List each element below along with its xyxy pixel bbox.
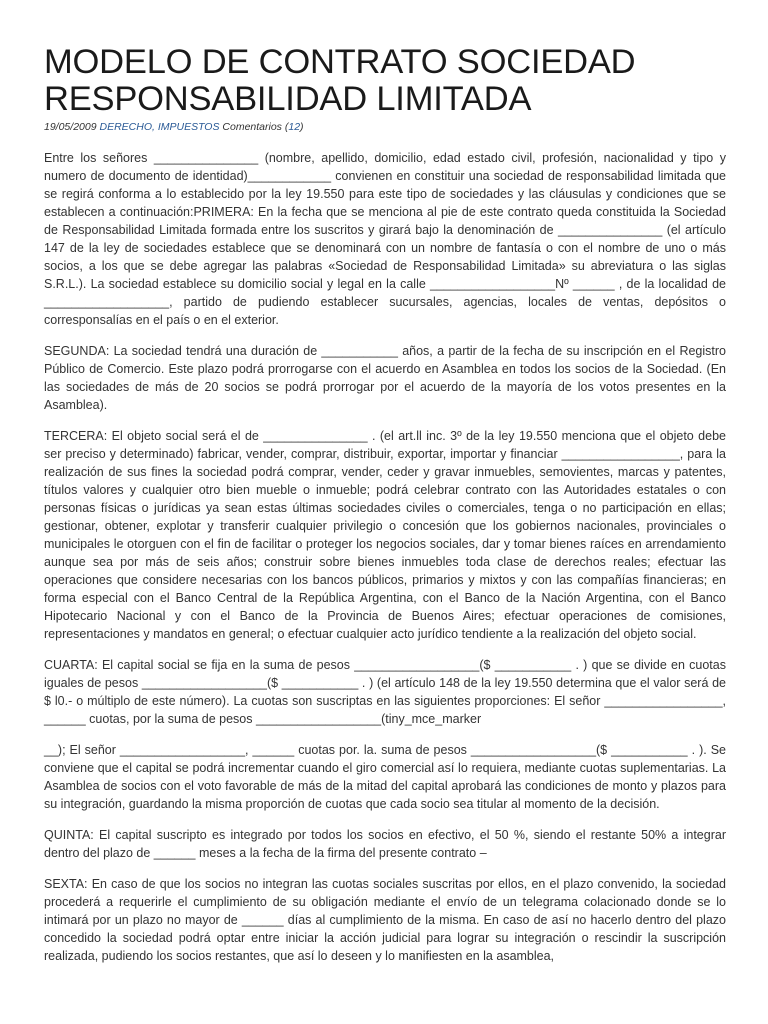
comments-count-link[interactable]: 12 bbox=[288, 121, 301, 133]
paragraph-cuarta-cont: __); El señor __________________, ______ cuotas por. la. suma de pesos __________________($ ___________ . ). Se conviene que el capital se podrá incrementar cuando el giro comercial así lo requiera, mediante cuotas suplementarias. La Asamblea de socios con el voto favorable de más de la mitad del capital aprobará las condiciones de monto y plazos para su integración, guardando la misma proporción de cuotas que cada socio sea titular al momento de la decisión. bbox=[44, 743, 726, 811]
paragraph-primera: Entre los señores _______________ (nombre, apellido, domicilio, edad estado civil, profesión, nacionalidad y tipo y numero de documento de identidad)____________ convienen en constituir una sociedad de responsabilidad limitada que se regirá conforma a lo establecido por la ley 19.550 para este tipo de sociedades y las cláusulas y condiciones que se establecen a continuación:PRIMERA: En la fecha que se menciona al pie de este contrato queda constituida la Sociedad de Responsabilidad Limitada formada entre los suscritos y girará bajo la denominación de _______________ (el artículo 147 de la ley de sociedades establece que se denominará con un nombre de fantasía o con el nombre de uno o más socios, a los que se debe agregar las palabras «Sociedad de Responsabilidad Limitada» su abreviatura o las siglas S.R.L.). La sociedad establece su domicilio social y legal en la calle __________________Nº ______ , de la localidad de __________________, partido de pudiendo establecer sucursales, agencias, locales de ventas, depósitos o corresponsalías en el país o en el exterior. bbox=[44, 151, 726, 327]
category-links[interactable]: DERECHO, IMPUESTOS bbox=[99, 121, 220, 133]
paragraph-sexta: SEXTA: En caso de que los socios no integran las cuotas sociales suscritas por ellos, en el plazo convenido, la sociedad procederá a requerirle el cumplimiento de su obligación mediante el envío de un telegrama colacionado donde se lo intimará por un plazo no mayor de ______ días al cumplimiento de la misma. En caso de así no hacerlo dentro del plazo concedido la sociedad podrá optar entre iniciar la acción judicial para lograr su integración o rescindir la suscripción realizada, pudiendo los socios restantes, que así lo deseen y lo manifiesten en la asamblea, bbox=[44, 877, 726, 963]
paragraph-cuarta: CUARTA: El capital social se fija en la suma de pesos __________________($ ___________ . ) que se divide en cuotas iguales de pesos __________________($ ___________ . ) (el artículo 148 de la ley 19.550 determina que el valor será de $ l0.- o múltiplo de este número). La cuotas son suscriptas en las siguientes proporciones: El señor _________________, ______ cuotas, por la suma de pesos __________________(tiny_mce_marker bbox=[44, 658, 726, 726]
article-meta bbox=[44, 120, 726, 134]
article-title: MODELO DE CONTRATO SOCIEDAD RESPONSABILIDAD LIMITADA bbox=[44, 43, 636, 118]
paragraph-tercera: TERCERA: El objeto social será el de _______________ . (el art.ll inc. 3º de la ley 19.550 menciona que el objeto debe ser preciso y determinado) fabricar, vender, comprar, distribuir, exportar, importar y financiar _________________, para la realización de sus fines la sociedad podrá comprar, vender, ceder y gravar inmuebles, semovientes, marcas y patentes, títulos valores y cualquier otro bien mueble o inmueble; podrá celebrar contrato con las Autoridades estatales o con personas físicas o jurídicas ya sean estas últimas sociedades civiles o comerciales, tenga o no participación en ellas; gestionar, obtener, explotar y transferir cualquier privilegio o concesión que los gobiernos nacionales, provinciales o municipales le otorguen con el fin de facilitar o proteger los negocios sociales, dar y tomar bienes raíces en arrendamiento aunque sea por más de seis años; construir sobre bienes inmuebles toda clase de derechos reales; efectuar las operaciones que considere necesarias con los bancos públicos, primarios y mixtos y con las compañías financieras; en forma especial con el Banco Central de la República Argentina, con el Banco de la Nación Argentina, con el Banco Hipotecario Nacional y con el Banco de la Provincia de Buenos Aires; efectuar operaciones de comisiones, representaciones y mandatos en general; o efectuar cualquier acto jurídico tendiente a la realización del objeto social. bbox=[44, 429, 726, 641]
article bbox=[44, 44, 726, 978]
paragraph-quinta: QUINTA: El capital suscripto es integrado por todos los socios en efectivo, el 50 %, siendo el restante 50% a integrar dentro del plazo de ______ meses a la fecha de la firma del presente contrato – bbox=[44, 828, 726, 860]
comments-close-paren: ) bbox=[300, 121, 304, 133]
paragraph-segunda: SEGUNDA: La sociedad tendrá una duración de ___________ años, a partir de la fecha de su inscripción en el Registro Público de Comercio. Este plazo podrá prorrogarse con el acuerdo en Asamblea en todos los socios de la Sociedad. (En las sociedades de más de 20 socios se podrá prorrogar por el acuerdo de la mayoría de los votos presentes en la Asamblea). bbox=[44, 344, 726, 412]
comments-open-paren: ( bbox=[284, 121, 289, 133]
comments-label: Comentarios bbox=[222, 121, 282, 133]
article-body bbox=[44, 149, 726, 965]
post-date: 19/05/2009 bbox=[44, 121, 97, 133]
